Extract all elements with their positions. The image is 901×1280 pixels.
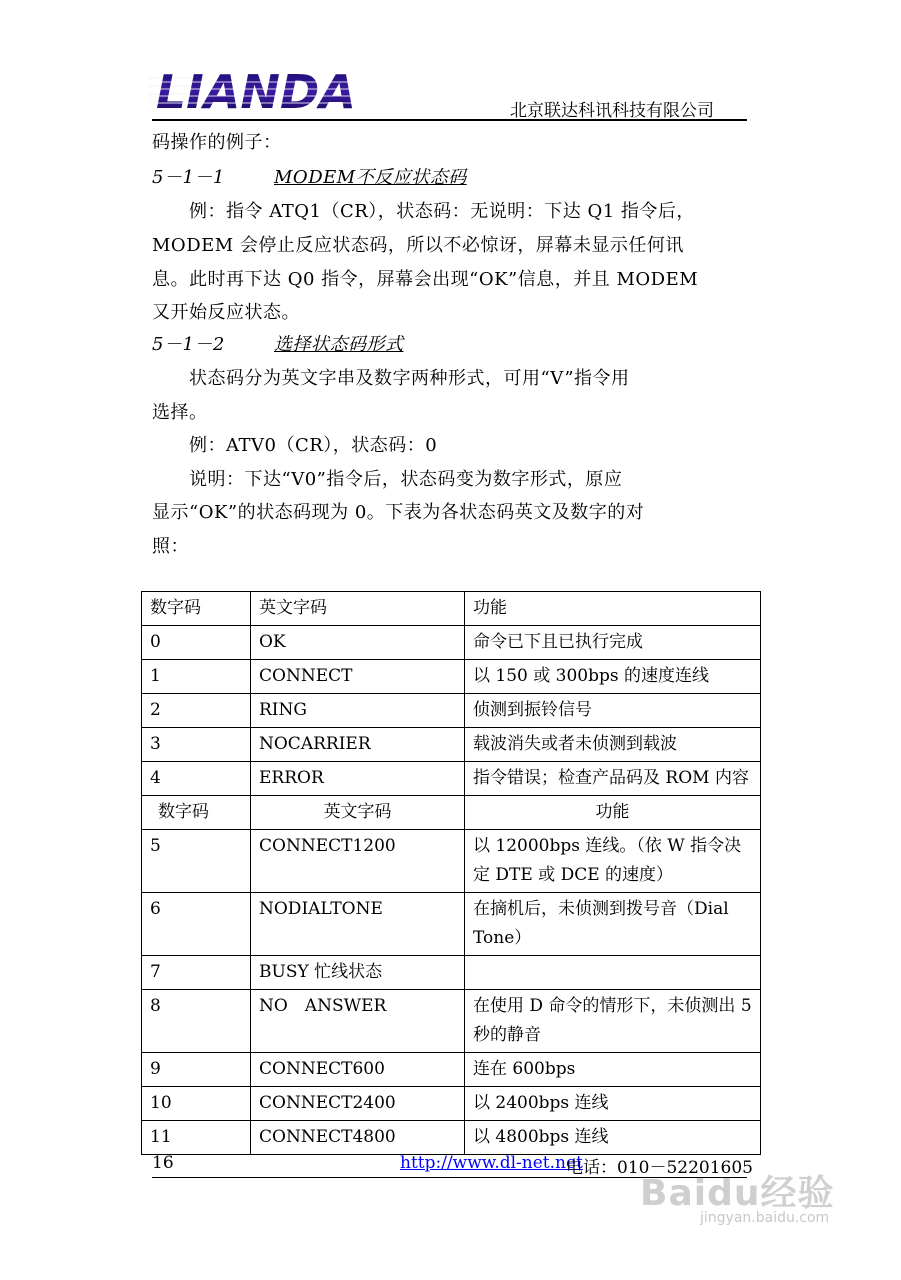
numeric-code-cell: 2 xyxy=(142,694,251,728)
table-header-row xyxy=(142,592,761,626)
table-row xyxy=(142,728,761,762)
function-cell: 命令已下且已执行完成 xyxy=(465,626,761,660)
english-code-cell: CONNECT1200 xyxy=(251,830,465,893)
phone-number: 电话：010－52201605 xyxy=(566,1158,753,1178)
header-cell: 英文字码 xyxy=(251,592,465,626)
table-row xyxy=(142,956,761,990)
function-cell: 以 2400bps 连线 xyxy=(465,1087,761,1121)
website-link[interactable]: http://www.dl-net.net xyxy=(400,1153,583,1173)
numeric-code-cell: 8 xyxy=(142,990,251,1053)
section-heading-5-1-2 xyxy=(152,330,404,356)
table-row xyxy=(142,830,761,893)
function-cell: 指令错误；检查产品码及 ROM 内容 xyxy=(465,762,761,796)
baidu-watermark-site: jingyan.baidu.com xyxy=(700,1210,830,1226)
paragraph-line: 又开始反应状态。 xyxy=(152,302,300,323)
function-cell: 在使用 D 命令的情形下，未侦测出 5 秒的静音 xyxy=(465,990,761,1053)
company-name: 北京联达科讯科技有限公司 xyxy=(510,101,714,121)
table-row xyxy=(142,694,761,728)
function-cell: 在摘机后，未侦测到拨号音（Dial Tone） xyxy=(465,893,761,956)
english-code-cell: OK xyxy=(251,626,465,660)
paragraph-line: 状态码分为英文字串及数字两种形式，可用“V”指令用 xyxy=(152,368,630,389)
table-row xyxy=(142,762,761,796)
header-cell: 英文字码 xyxy=(251,796,465,830)
paragraph-line: 息。此时再下达 Q0 指令，屏幕会出现“OK”信息，并且 MODEM xyxy=(152,269,699,290)
intro-line: 码操作的例子： xyxy=(152,132,282,153)
logo-text: LIANDA xyxy=(156,66,356,114)
header-cell: 功能 xyxy=(465,796,761,830)
header-cell: 数字码 xyxy=(142,592,251,626)
table-row xyxy=(142,990,761,1053)
baidu-watermark-logo: Baidu经验 xyxy=(640,1173,835,1214)
header-cell: 功能 xyxy=(465,592,761,626)
table-row xyxy=(142,1121,761,1155)
function-cell: 载波消失或者未侦测到载波 xyxy=(465,728,761,762)
english-code-cell: CONNECT4800 xyxy=(251,1121,465,1155)
english-code-cell: RING xyxy=(251,694,465,728)
page-number: 16 xyxy=(152,1153,174,1173)
function-cell: 连在 600bps xyxy=(465,1053,761,1087)
numeric-code-cell: 3 xyxy=(142,728,251,762)
function-cell xyxy=(465,956,761,990)
table-row xyxy=(142,1053,761,1087)
function-cell: 以 4800bps 连线 xyxy=(465,1121,761,1155)
english-code-cell: CONNECT xyxy=(251,660,465,694)
paragraph-line: 照： xyxy=(152,536,189,557)
paragraph-line: 例：ATV0（CR），状态码：0 xyxy=(152,435,438,456)
paragraph-line: 显示“OK”的状态码现为 0。下表为各状态码英文及数字的对 xyxy=(152,502,645,523)
english-code-cell: NOCARRIER xyxy=(251,728,465,762)
numeric-code-cell: 1 xyxy=(142,660,251,694)
english-code-cell: NODIALTONE xyxy=(251,893,465,956)
table-row xyxy=(142,660,761,694)
paragraph-line: 说明：下达“V0”指令后，状态码变为数字形式，原应 xyxy=(152,469,623,490)
function-cell: 以 150 或 300bps 的速度连线 xyxy=(465,660,761,694)
section-title: MODEM不反应状态码 xyxy=(274,167,467,188)
table-header-row xyxy=(142,796,761,830)
numeric-code-cell: 6 xyxy=(142,893,251,956)
section-number: 5－1－1 xyxy=(152,167,225,188)
status-code-table xyxy=(141,591,761,1155)
function-cell: 侦测到振铃信号 xyxy=(465,694,761,728)
table-row xyxy=(142,626,761,660)
numeric-code-cell: 7 xyxy=(142,956,251,990)
english-code-cell: CONNECT2400 xyxy=(251,1087,465,1121)
header-rule xyxy=(152,119,747,121)
header-cell: 数字码 xyxy=(142,796,251,830)
english-code-cell: ERROR xyxy=(251,762,465,796)
numeric-code-cell: 5 xyxy=(142,830,251,893)
paragraph-line: 例：指令 ATQ1（CR），状态码：无说明：下达 Q1 指令后， xyxy=(152,201,695,222)
table-row xyxy=(142,1087,761,1121)
numeric-code-cell: 10 xyxy=(142,1087,251,1121)
section-number: 5－1－2 xyxy=(152,334,225,355)
numeric-code-cell: 11 xyxy=(142,1121,251,1155)
function-cell: 以 12000bps 连线。（依 W 指令决定 DTE 或 DCE 的速度） xyxy=(465,830,761,893)
paragraph-line: MODEM 会停止反应状态码，所以不必惊讶，屏幕未显示任何讯 xyxy=(152,235,684,256)
paragraph-line: 选择。 xyxy=(152,402,208,423)
lianda-logo xyxy=(148,66,358,114)
section-title: 选择状态码形式 xyxy=(274,334,404,355)
english-code-cell: CONNECT600 xyxy=(251,1053,465,1087)
english-code-cell: BUSY 忙线状态 xyxy=(251,956,465,990)
section-heading-5-1-1 xyxy=(152,163,467,189)
numeric-code-cell: 9 xyxy=(142,1053,251,1087)
english-code-cell: NO ANSWER xyxy=(251,990,465,1053)
numeric-code-cell: 4 xyxy=(142,762,251,796)
numeric-code-cell: 0 xyxy=(142,626,251,660)
table-row xyxy=(142,893,761,956)
